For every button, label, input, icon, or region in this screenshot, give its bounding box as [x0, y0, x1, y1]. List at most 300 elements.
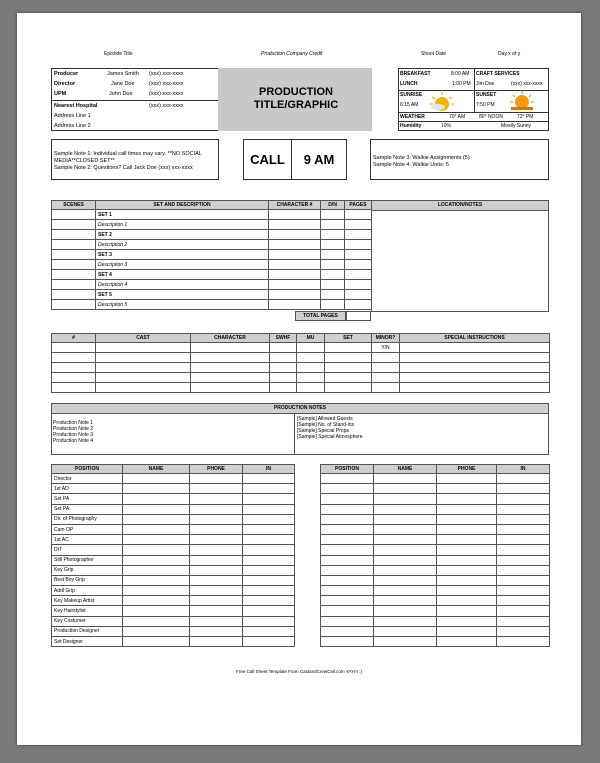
cell[interactable] — [190, 626, 243, 636]
location-notes[interactable] — [371, 200, 549, 312]
cell[interactable] — [190, 606, 243, 616]
cell[interactable] — [321, 260, 345, 270]
cell[interactable] — [270, 373, 297, 383]
cell[interactable] — [321, 230, 345, 240]
total-pages-value[interactable] — [346, 311, 371, 321]
cell[interactable] — [400, 363, 550, 373]
hospital-label: Nearest Hospital — [54, 103, 98, 109]
cell[interactable] — [52, 300, 96, 310]
cell[interactable] — [374, 494, 437, 504]
cell[interactable] — [190, 565, 243, 575]
cell[interactable] — [243, 545, 295, 555]
cell[interactable] — [321, 220, 345, 230]
cell[interactable] — [123, 596, 190, 606]
cell[interactable] — [372, 373, 400, 383]
cell[interactable] — [372, 353, 400, 363]
crew-row — [321, 504, 550, 514]
episode-title: Episode Title — [104, 51, 133, 57]
cell[interactable] — [297, 363, 325, 373]
cell[interactable] — [123, 535, 190, 545]
cell[interactable] — [374, 535, 437, 545]
cell[interactable] — [345, 240, 372, 250]
cell[interactable] — [243, 596, 295, 606]
scenes-table — [51, 200, 372, 310]
call-sheet — [17, 13, 581, 745]
cell[interactable] — [123, 514, 190, 524]
cell[interactable] — [123, 484, 190, 494]
cell[interactable] — [437, 586, 497, 596]
cell[interactable] — [190, 474, 243, 484]
col-header: NAME — [374, 465, 437, 474]
cell[interactable] — [123, 545, 190, 555]
crew-row — [321, 494, 550, 504]
cell[interactable] — [374, 524, 437, 534]
cell[interactable] — [269, 260, 321, 270]
sunrise-icon — [429, 91, 455, 116]
cell[interactable] — [325, 373, 372, 383]
col-header: POSITION — [52, 465, 123, 474]
cell[interactable] — [243, 535, 295, 545]
cell[interactable] — [269, 250, 321, 260]
cell[interactable] — [437, 637, 497, 647]
set-name: SET 3 — [96, 250, 269, 260]
cell[interactable] — [123, 575, 190, 585]
cell[interactable] — [321, 250, 345, 260]
col-header: D/N — [321, 201, 345, 210]
cell[interactable] — [437, 575, 497, 585]
cell[interactable] — [497, 586, 550, 596]
cell[interactable] — [52, 343, 96, 353]
crew-row — [321, 606, 550, 616]
cell[interactable] — [345, 260, 372, 270]
cell[interactable] — [52, 240, 96, 250]
col-header: MU — [297, 334, 325, 343]
contact-role: Producer — [54, 71, 79, 77]
cell[interactable] — [374, 484, 437, 494]
cell[interactable] — [190, 586, 243, 596]
col-header: CHARACTER # — [269, 201, 321, 210]
title-graphic — [218, 68, 372, 131]
cell[interactable] — [497, 514, 550, 524]
cell[interactable] — [190, 637, 243, 647]
cell[interactable] — [497, 555, 550, 565]
crew-position: Key Costumer — [52, 616, 123, 626]
cell[interactable] — [497, 626, 550, 636]
cell[interactable] — [321, 240, 345, 250]
cell[interactable] — [321, 494, 374, 504]
cell[interactable] — [243, 504, 295, 514]
day-of: Day x of y — [498, 51, 521, 57]
cell[interactable] — [400, 383, 550, 393]
cell[interactable] — [321, 586, 374, 596]
crew-position: Key Hairstylist — [52, 606, 123, 616]
crew-row — [321, 535, 550, 545]
cell[interactable] — [243, 474, 295, 484]
cell[interactable] — [321, 524, 374, 534]
minor-value[interactable]: Y/N — [372, 343, 400, 353]
cell[interactable] — [325, 353, 372, 363]
crew-row — [321, 575, 550, 585]
crew-position: Key Grip — [52, 565, 123, 575]
cell[interactable] — [437, 606, 497, 616]
cell[interactable] — [497, 637, 550, 647]
hospital-address-2: Address Line 2 — [54, 123, 91, 129]
crew-row — [321, 637, 550, 647]
cell[interactable] — [190, 596, 243, 606]
cell[interactable] — [52, 353, 96, 363]
col-header: CHARACTER — [191, 334, 270, 343]
cell[interactable] — [243, 637, 295, 647]
contact-phone: (xxx) xxx-xxxx — [149, 91, 184, 97]
crew-row — [321, 626, 550, 636]
cell[interactable] — [497, 474, 550, 484]
cell[interactable] — [270, 363, 297, 373]
note-line: Sample Note 4: Walkie Units: 5 — [373, 162, 449, 168]
cell[interactable] — [437, 474, 497, 484]
sample-note: [Sample] Allowed Guests — [297, 416, 353, 422]
cell[interactable] — [190, 504, 243, 514]
cell[interactable] — [243, 606, 295, 616]
crew-row — [52, 524, 295, 534]
crew-row — [52, 637, 295, 647]
breakfast-label: BREAKFAST — [400, 71, 431, 77]
cell[interactable] — [269, 240, 321, 250]
cell[interactable] — [190, 555, 243, 565]
crew-row — [52, 555, 295, 565]
cell[interactable] — [325, 383, 372, 393]
cell[interactable] — [52, 290, 96, 300]
cell[interactable] — [437, 524, 497, 534]
cell[interactable] — [123, 637, 190, 647]
cell[interactable] — [374, 616, 437, 626]
cell[interactable] — [372, 363, 400, 373]
cell[interactable] — [321, 210, 345, 220]
cell[interactable] — [321, 280, 345, 290]
cell[interactable] — [321, 575, 374, 585]
cell[interactable] — [52, 363, 96, 373]
cell[interactable] — [437, 535, 497, 545]
cell[interactable] — [123, 474, 190, 484]
cell[interactable] — [345, 270, 372, 280]
crew-position: Set PA — [52, 504, 123, 514]
cell[interactable] — [497, 545, 550, 555]
cell[interactable] — [52, 250, 96, 260]
crew-row — [321, 616, 550, 626]
cell[interactable] — [123, 565, 190, 575]
cell[interactable] — [269, 280, 321, 290]
cell[interactable] — [321, 300, 345, 310]
crew-row — [321, 565, 550, 575]
cell[interactable] — [497, 535, 550, 545]
cell[interactable] — [190, 484, 243, 494]
set-name: SET 1 — [96, 210, 269, 220]
cell[interactable] — [321, 637, 374, 647]
cell[interactable] — [123, 555, 190, 565]
weather-noon: 80° NOON — [479, 114, 503, 120]
cell[interactable] — [345, 280, 372, 290]
cell[interactable] — [123, 606, 190, 616]
cell[interactable] — [243, 514, 295, 524]
crew-position: Dir. of Photography — [52, 514, 123, 524]
cell[interactable] — [191, 383, 270, 393]
cell[interactable] — [270, 353, 297, 363]
cell[interactable] — [190, 535, 243, 545]
crew-row — [321, 555, 550, 565]
cell[interactable] — [190, 514, 243, 524]
cell[interactable] — [374, 555, 437, 565]
cell[interactable] — [325, 343, 372, 353]
cell[interactable] — [123, 524, 190, 534]
cell[interactable] — [269, 210, 321, 220]
cell[interactable] — [374, 637, 437, 647]
cell[interactable] — [437, 494, 497, 504]
cell[interactable] — [374, 474, 437, 484]
cell[interactable] — [345, 300, 372, 310]
cell[interactable] — [325, 363, 372, 373]
set-description: Description 3 — [96, 260, 269, 270]
cell[interactable] — [321, 535, 374, 545]
cell[interactable] — [437, 514, 497, 524]
cell[interactable] — [52, 210, 96, 220]
cell[interactable] — [190, 545, 243, 555]
cell[interactable] — [374, 565, 437, 575]
cell[interactable] — [437, 504, 497, 514]
cell[interactable] — [374, 626, 437, 636]
sunset-time: 7:50 PM — [476, 102, 495, 108]
cell[interactable] — [243, 555, 295, 565]
col-header: PHONE — [437, 465, 497, 474]
col-header: PHONE — [190, 465, 243, 474]
set-description: Description 1 — [96, 220, 269, 230]
forecast: Mostly Sunny — [501, 123, 532, 129]
cell[interactable] — [321, 474, 374, 484]
sample-note: [Sample] Special Props — [297, 428, 349, 434]
cell[interactable] — [400, 373, 550, 383]
col-header: POSITION — [321, 465, 374, 474]
contact-phone: (xxx) xxx-xxxx — [149, 81, 184, 87]
cell[interactable] — [374, 586, 437, 596]
cell[interactable] — [374, 575, 437, 585]
cell[interactable] — [374, 545, 437, 555]
note-line: MEDIA**CLOSED SET** — [54, 158, 115, 164]
cell[interactable] — [345, 230, 372, 240]
cell[interactable] — [497, 616, 550, 626]
col-header: NAME — [123, 465, 190, 474]
cell[interactable] — [123, 616, 190, 626]
cell[interactable] — [243, 565, 295, 575]
cell[interactable] — [123, 494, 190, 504]
cell[interactable] — [374, 514, 437, 524]
crew-position: Cam OP — [52, 524, 123, 534]
production-note: Production Note 1 — [53, 420, 94, 426]
cell[interactable] — [497, 575, 550, 585]
cast-table — [51, 333, 550, 393]
set-description: Description 2 — [96, 240, 269, 250]
cell[interactable] — [372, 383, 400, 393]
cell[interactable] — [269, 270, 321, 280]
cell[interactable] — [321, 545, 374, 555]
set-description: Description 4 — [96, 280, 269, 290]
cell[interactable] — [96, 353, 191, 363]
weather-pm: 72° PM — [517, 114, 534, 120]
lunch-label: LUNCH — [400, 81, 418, 87]
cell[interactable] — [437, 596, 497, 606]
cell[interactable] — [52, 383, 96, 393]
crew-row — [52, 504, 295, 514]
cell[interactable] — [243, 626, 295, 636]
cell[interactable] — [497, 504, 550, 514]
contacts-box — [51, 68, 219, 131]
humidity-label: Humidity — [400, 123, 422, 129]
col-header: CAST — [96, 334, 191, 343]
cell[interactable] — [243, 616, 295, 626]
cell[interactable] — [497, 596, 550, 606]
crew-row — [321, 514, 550, 524]
cell[interactable] — [52, 220, 96, 230]
cell[interactable] — [321, 504, 374, 514]
cell[interactable] — [497, 524, 550, 534]
cell[interactable] — [437, 545, 497, 555]
cell[interactable] — [269, 220, 321, 230]
cell[interactable] — [191, 363, 270, 373]
hospital-phone: (xxx) xxx-xxxx — [149, 103, 184, 109]
cell[interactable] — [297, 343, 325, 353]
cell[interactable] — [269, 300, 321, 310]
cell[interactable] — [191, 373, 270, 383]
cell[interactable] — [123, 504, 190, 514]
cell[interactable] — [123, 586, 190, 596]
cell[interactable] — [96, 373, 191, 383]
cell[interactable] — [269, 290, 321, 300]
cell[interactable] — [321, 616, 374, 626]
cell[interactable] — [321, 596, 374, 606]
crew-row — [52, 606, 295, 616]
cell[interactable] — [321, 484, 374, 494]
crew-row — [321, 484, 550, 494]
cell[interactable] — [497, 484, 550, 494]
cell[interactable] — [52, 280, 96, 290]
cell[interactable] — [345, 220, 372, 230]
cell[interactable] — [400, 343, 550, 353]
col-header: SET AND DESCRIPTION — [96, 201, 269, 210]
cell[interactable] — [270, 383, 297, 393]
crew-row — [52, 514, 295, 524]
production-notes — [51, 403, 549, 455]
sunrise-time: 6:15 AM — [400, 102, 419, 108]
cell[interactable] — [52, 230, 96, 240]
cell[interactable] — [374, 606, 437, 616]
sunset-label: SUNSET — [476, 92, 497, 98]
cell[interactable] — [437, 626, 497, 636]
cell[interactable] — [243, 484, 295, 494]
cell[interactable] — [321, 270, 345, 280]
cell[interactable] — [297, 373, 325, 383]
note-line: Sample Note 2: Questions? Call Jack Doe (xxx) xxx-xxxx — [54, 165, 193, 171]
location-notes-header: LOCATION/NOTES — [372, 201, 548, 211]
cell[interactable] — [374, 596, 437, 606]
cell[interactable] — [52, 373, 96, 383]
cell[interactable] — [269, 230, 321, 240]
cell[interactable] — [345, 250, 372, 260]
cell[interactable] — [190, 575, 243, 585]
cell[interactable] — [437, 616, 497, 626]
shoot-date: Shoot Date — [421, 51, 447, 57]
col-header: IN — [243, 465, 295, 474]
cell[interactable] — [321, 606, 374, 616]
cell[interactable] — [345, 210, 372, 220]
cell[interactable] — [437, 555, 497, 565]
cell[interactable] — [191, 353, 270, 363]
cell[interactable] — [243, 524, 295, 534]
cell[interactable] — [321, 626, 374, 636]
cell[interactable] — [96, 383, 191, 393]
total-pages-label: TOTAL PAGES — [295, 311, 346, 321]
production-notes-title: PRODUCTION NOTES — [52, 404, 548, 414]
crew-row — [52, 586, 295, 596]
cell[interactable] — [400, 353, 550, 363]
cell[interactable] — [243, 586, 295, 596]
weather-label: WEATHER — [400, 114, 425, 120]
cell[interactable] — [321, 290, 345, 300]
set-name: SET 2 — [96, 230, 269, 240]
cell[interactable] — [321, 555, 374, 565]
col-header: SPECIAL INSTRUCTIONS — [400, 334, 550, 343]
divider — [399, 121, 548, 122]
crew-position: DIT — [52, 545, 123, 555]
col-header: # — [52, 334, 96, 343]
cell[interactable] — [190, 616, 243, 626]
cell[interactable] — [321, 514, 374, 524]
cell[interactable] — [497, 494, 550, 504]
col-header: IN — [497, 465, 550, 474]
cell[interactable] — [190, 494, 243, 504]
call-label: CALL — [250, 152, 285, 167]
col-header: PAGES — [345, 201, 372, 210]
cell[interactable] — [96, 363, 191, 373]
cell[interactable] — [297, 383, 325, 393]
cell[interactable] — [243, 575, 295, 585]
cell[interactable] — [297, 353, 325, 363]
production-note: Production Note 4 — [53, 438, 94, 444]
cell[interactable] — [374, 504, 437, 514]
cell[interactable] — [191, 343, 270, 353]
crew-position: Set PA — [52, 494, 123, 504]
cell[interactable] — [123, 626, 190, 636]
cell[interactable] — [243, 494, 295, 504]
footer-credit: Free Call Sheet Template From CastandCrewCall.com YAY!!! :) — [236, 669, 362, 674]
cell[interactable] — [437, 484, 497, 494]
production-note: Production Note 3 — [53, 432, 94, 438]
divider — [294, 413, 295, 454]
cell[interactable] — [437, 565, 497, 575]
cell[interactable] — [497, 606, 550, 616]
contact-phone: (xxx) xxx-xxxx — [149, 71, 184, 77]
cell[interactable] — [497, 565, 550, 575]
crew-row — [52, 494, 295, 504]
cell[interactable] — [190, 524, 243, 534]
production-note: Production Note 2 — [53, 426, 94, 432]
cell[interactable] — [321, 565, 374, 575]
meals-weather-box — [398, 68, 549, 131]
cell[interactable] — [345, 290, 372, 300]
crew-row — [52, 545, 295, 555]
crew-row — [52, 474, 295, 484]
cell[interactable] — [52, 260, 96, 270]
cell[interactable] — [270, 343, 297, 353]
crew-row — [321, 596, 550, 606]
cell[interactable] — [96, 343, 191, 353]
cell[interactable] — [52, 270, 96, 280]
